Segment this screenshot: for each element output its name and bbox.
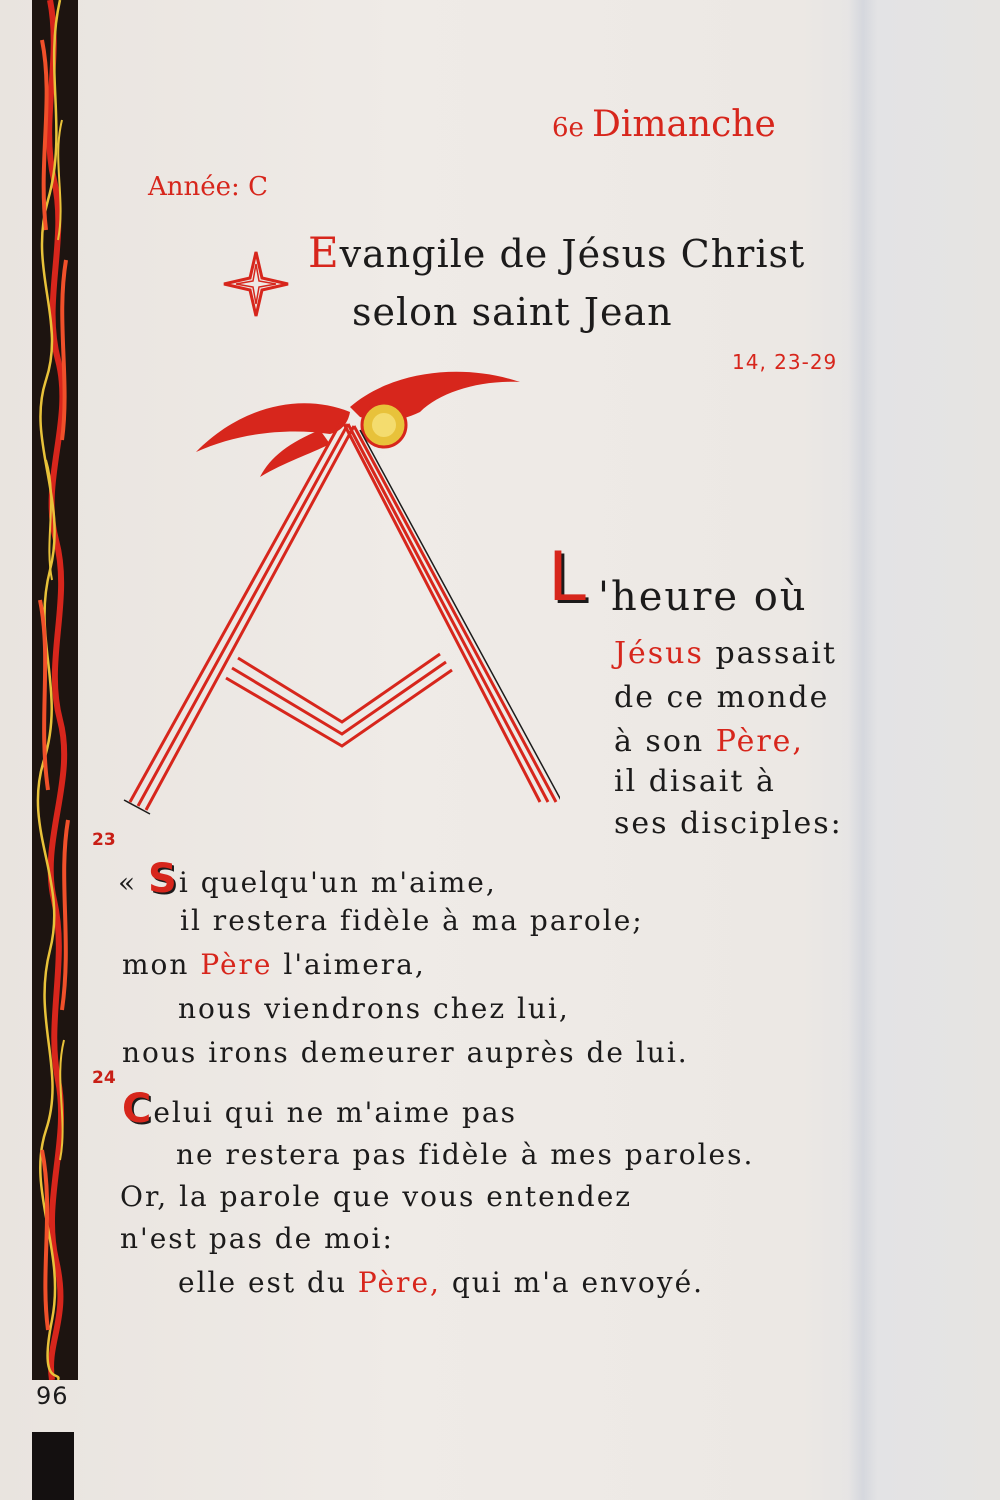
intro-line-1: 'heure où <box>598 574 808 620</box>
verse-text: mon <box>122 948 190 981</box>
flame-vine-ornament <box>32 0 78 1380</box>
verse-line <box>178 1266 704 1299</box>
paper-shadow <box>848 0 878 1500</box>
verse-line: Or, la parole que vous entendez <box>120 1180 633 1213</box>
verse-number: 23 <box>92 830 116 850</box>
illuminated-letter-a <box>120 362 560 832</box>
page-number: 96 <box>36 1382 69 1410</box>
liturgical-year: Année: C <box>148 172 268 202</box>
drop-cap-s: S <box>148 856 179 902</box>
verse-line: il restera fidèle à ma parole; <box>180 904 644 937</box>
name-pere: Père, <box>715 724 804 759</box>
name-pere: Père <box>200 948 273 981</box>
sunday-number: 6e <box>552 113 584 143</box>
sunday-heading <box>552 104 776 145</box>
name-jesus: Jésus <box>614 636 704 671</box>
verse-line: ne restera pas fidèle à mes paroles. <box>176 1138 755 1171</box>
verse-text: l'aimera, <box>283 948 426 981</box>
intro-line-2-text: passait <box>715 636 837 671</box>
verse-line: n'est pas de moi: <box>120 1222 394 1255</box>
gospel-title-line2: selon saint Jean <box>352 290 673 334</box>
sunday-label: Dimanche <box>591 104 776 145</box>
verse-text: elle est du <box>178 1266 347 1299</box>
star-ornament-icon <box>222 250 290 318</box>
decorative-border <box>32 0 78 1380</box>
verse-text: qui m'a envoyé. <box>451 1266 705 1299</box>
intro-line-5: il disait à <box>614 764 776 799</box>
intro-line-3: de ce monde <box>614 680 830 715</box>
verse-number: 24 <box>92 1068 116 1088</box>
gospel-title-line1 <box>308 228 805 277</box>
verse-line: nous viendrons chez lui, <box>178 992 570 1025</box>
title-line1-text: vangile de Jésus Christ <box>339 232 806 276</box>
title-initial: E <box>308 228 340 277</box>
verse-line: nous irons demeurer auprès de lui. <box>122 1036 689 1069</box>
verse-line <box>122 948 426 981</box>
name-pere: Père, <box>357 1266 441 1299</box>
verse-text: elui qui ne m'aime pas <box>153 1096 517 1129</box>
dove-icon <box>196 372 520 477</box>
drop-cap-c: C <box>122 1086 154 1132</box>
border-footer-block <box>32 1432 74 1500</box>
verse-line <box>118 856 497 902</box>
drop-cap-l: L <box>548 538 586 617</box>
open-quote: « <box>118 866 138 899</box>
intro-line-6: ses disciples: <box>614 806 843 841</box>
intro-line-4-text: à son <box>614 724 705 759</box>
verse-text: i quelqu'un m'aime, <box>178 866 497 899</box>
scripture-reference: 14, 23-29 <box>732 350 838 374</box>
intro-line-2 <box>614 636 837 671</box>
verse-line <box>122 1086 517 1132</box>
intro-line-4 <box>614 724 804 759</box>
